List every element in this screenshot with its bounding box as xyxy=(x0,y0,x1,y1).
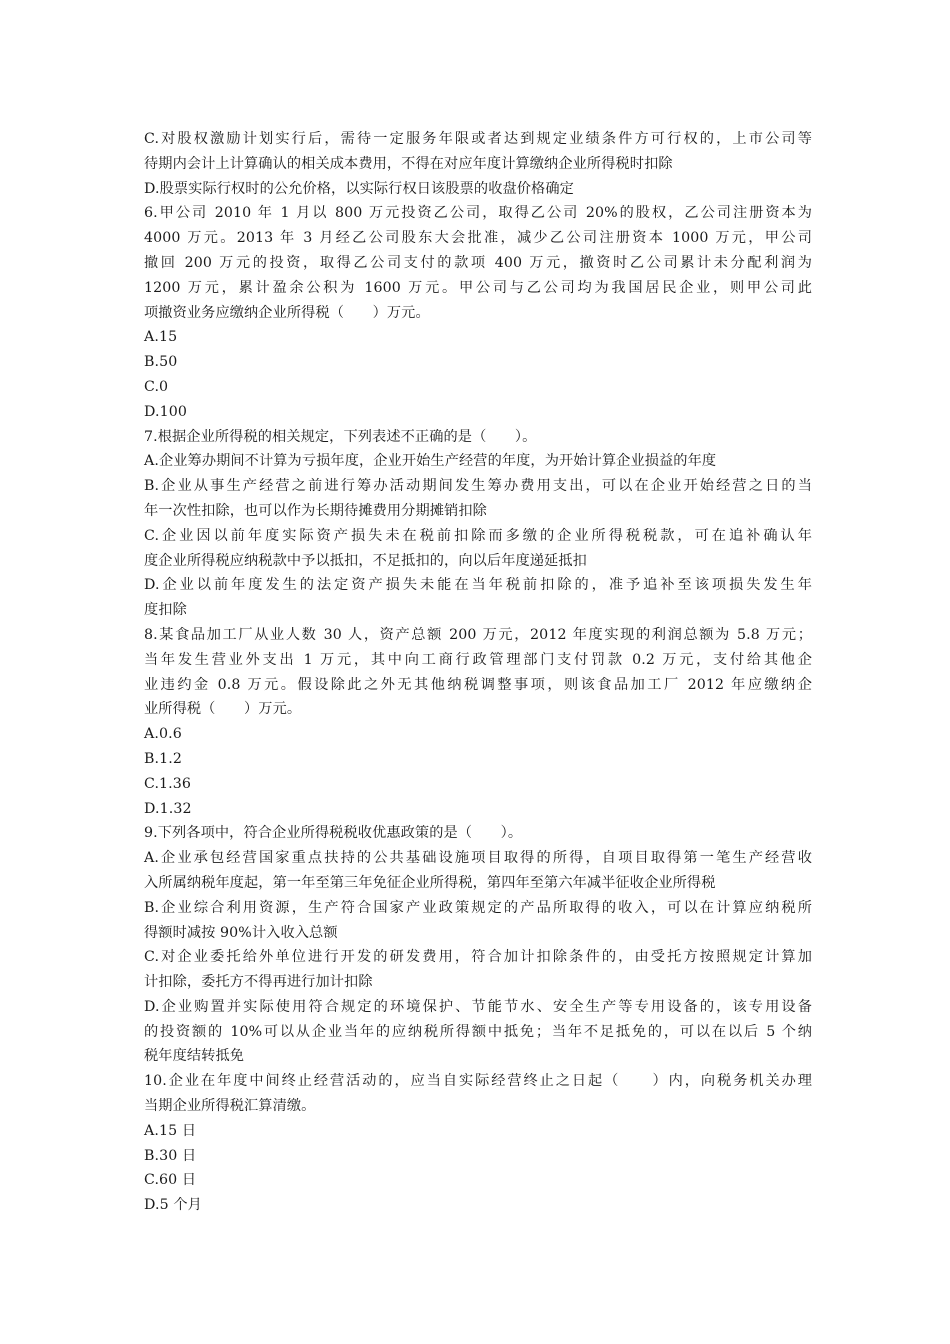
text-line: 项撤资业务应缴纳企业所得税（ ）万元。 xyxy=(144,304,430,321)
text-line: 的投资额的 10%可以从企业当年的应纳税所得额中抵免；当年不足抵免的，可以在以后 5 个纳 xyxy=(144,1023,812,1040)
question-9-text: 9.下列各项中，符合企业所得税税收优惠政策的是（ ）。 xyxy=(144,825,523,842)
option-c: C.0 xyxy=(144,378,169,395)
text-line: 1200 万元，累计盈余公积为 1600 万元。甲公司与乙公司均为我国居民企业，则甲公司此 xyxy=(144,279,812,296)
option-b: B.企业综合利用资源，生产符合国家产业政策规定的产品所取得的收入，可以在计算应纳税所 xyxy=(144,899,812,916)
option-a: A.企业承包经营国家重点扶持的公共基础设施项目取得的所得，自项目取得第一笔生产经营收 xyxy=(144,850,812,867)
option-c: C.企业因以前年度实际资产损失未在税前扣除而多缴的企业所得税税款，可在追补确认年 xyxy=(144,527,812,544)
option-a: A.15 xyxy=(144,329,178,346)
option-b: B.企业从事生产经营之前进行筹办活动期间发生筹办费用支出，可以在企业开始经营之日的当 xyxy=(144,478,812,495)
option-d: D.企业购置并实际使用符合规定的环境保护、节能节水、安全生产等专用设备的，该专用设备 xyxy=(144,998,812,1015)
text-line: 税年度结转抵免 xyxy=(144,1048,245,1065)
text-line: C.对股权激励计划实行后，需待一定服务年限或者达到规定业绩条件方可行权的，上市公司等 xyxy=(144,131,812,147)
text-line: D.股票实际行权时的公允价格，以实际行权日该股票的收盘价格确定 xyxy=(144,180,574,197)
text-line: 度企业所得税应纳税款中予以抵扣，不足抵扣的，向以后年度递延抵扣 xyxy=(144,552,587,569)
question-8-text: 8.某食品加工厂从业人数 30 人，资产总额 200 万元，2012 年度实现的利润总额为 5.8 万元； xyxy=(144,626,812,643)
question-7-text: 7.根据企业所得税的相关规定，下列表述不正确的是（ ）。 xyxy=(144,428,537,445)
text-line: 业违约金 0.8 万元。假设除此之外无其他纳税调整事项，则该食品加工厂 2012 年应缴纳企 xyxy=(144,676,812,693)
option-d: D.企业以前年度发生的法定资产损失未能在当年税前扣除的，准予追补至该项损失发生年 xyxy=(144,577,812,594)
option-b: B.50 xyxy=(144,354,178,371)
text-line: 待期内会计上计算确认的相关成本费用，不得在对应年度计算缴纳企业所得税时扣除 xyxy=(144,155,673,172)
option-c: C.60 日 xyxy=(144,1172,197,1189)
text-line: 业所得税（ ）万元。 xyxy=(144,701,302,718)
text-line: 入所属纳税年度起，第一年至第三年免征企业所得税，第四年至第六年减半征收企业所得税 xyxy=(144,874,716,891)
document-page xyxy=(144,127,812,1218)
text-line: 4000 万元。2013 年 3 月经乙公司股东大会批准，减少乙公司注册资本 1000 万元，甲公司 xyxy=(144,230,812,247)
option-d: D.5 个月 xyxy=(144,1197,202,1214)
question-10-text: 10.企业在年度中间终止经营活动的，应当自实际经营终止之日起（ ）内，向税务机关办理 xyxy=(144,1073,812,1090)
text-line: 年一次性扣除，也可以作为长期待摊费用分期摊销扣除 xyxy=(144,502,487,519)
option-c: C.对企业委托给外单位进行开发的研发费用，符合加计扣除条件的，由受托方按照规定计算加 xyxy=(144,949,812,966)
option-b: B.1.2 xyxy=(144,750,182,767)
text-line: 度扣除 xyxy=(144,602,187,619)
text-line: 撤回 200 万元的投资，取得乙公司支付的款项 400 万元，撤资时乙公司累计未分配利润为 xyxy=(144,254,812,271)
option-a: A.0.6 xyxy=(144,726,182,743)
option-a: A.15 日 xyxy=(144,1122,197,1139)
question-6-text: 6.甲公司 2010 年 1 月以 800 万元投资乙公司，取得乙公司 20%的股权，乙公司注册资本为 xyxy=(144,205,812,222)
option-c: C.1.36 xyxy=(144,775,192,792)
text-line: 当期企业所得税汇算清缴。 xyxy=(144,1098,316,1115)
option-a: A.企业筹办期间不计算为亏损年度，企业开始生产经营的年度，为开始计算企业损益的年度 xyxy=(144,453,717,470)
option-b: B.30 日 xyxy=(144,1147,197,1164)
option-d: D.100 xyxy=(144,403,187,420)
option-d: D.1.32 xyxy=(144,800,192,817)
text-line: 计扣除，委托方不得再进行加计扣除 xyxy=(144,974,373,991)
text-line: 当年发生营业外支出 1 万元，其中向工商行政管理部门支付罚款 0.2 万元，支付给其他企 xyxy=(144,651,812,668)
text-line: 得额时减按 90%计入收入总额 xyxy=(144,924,338,941)
